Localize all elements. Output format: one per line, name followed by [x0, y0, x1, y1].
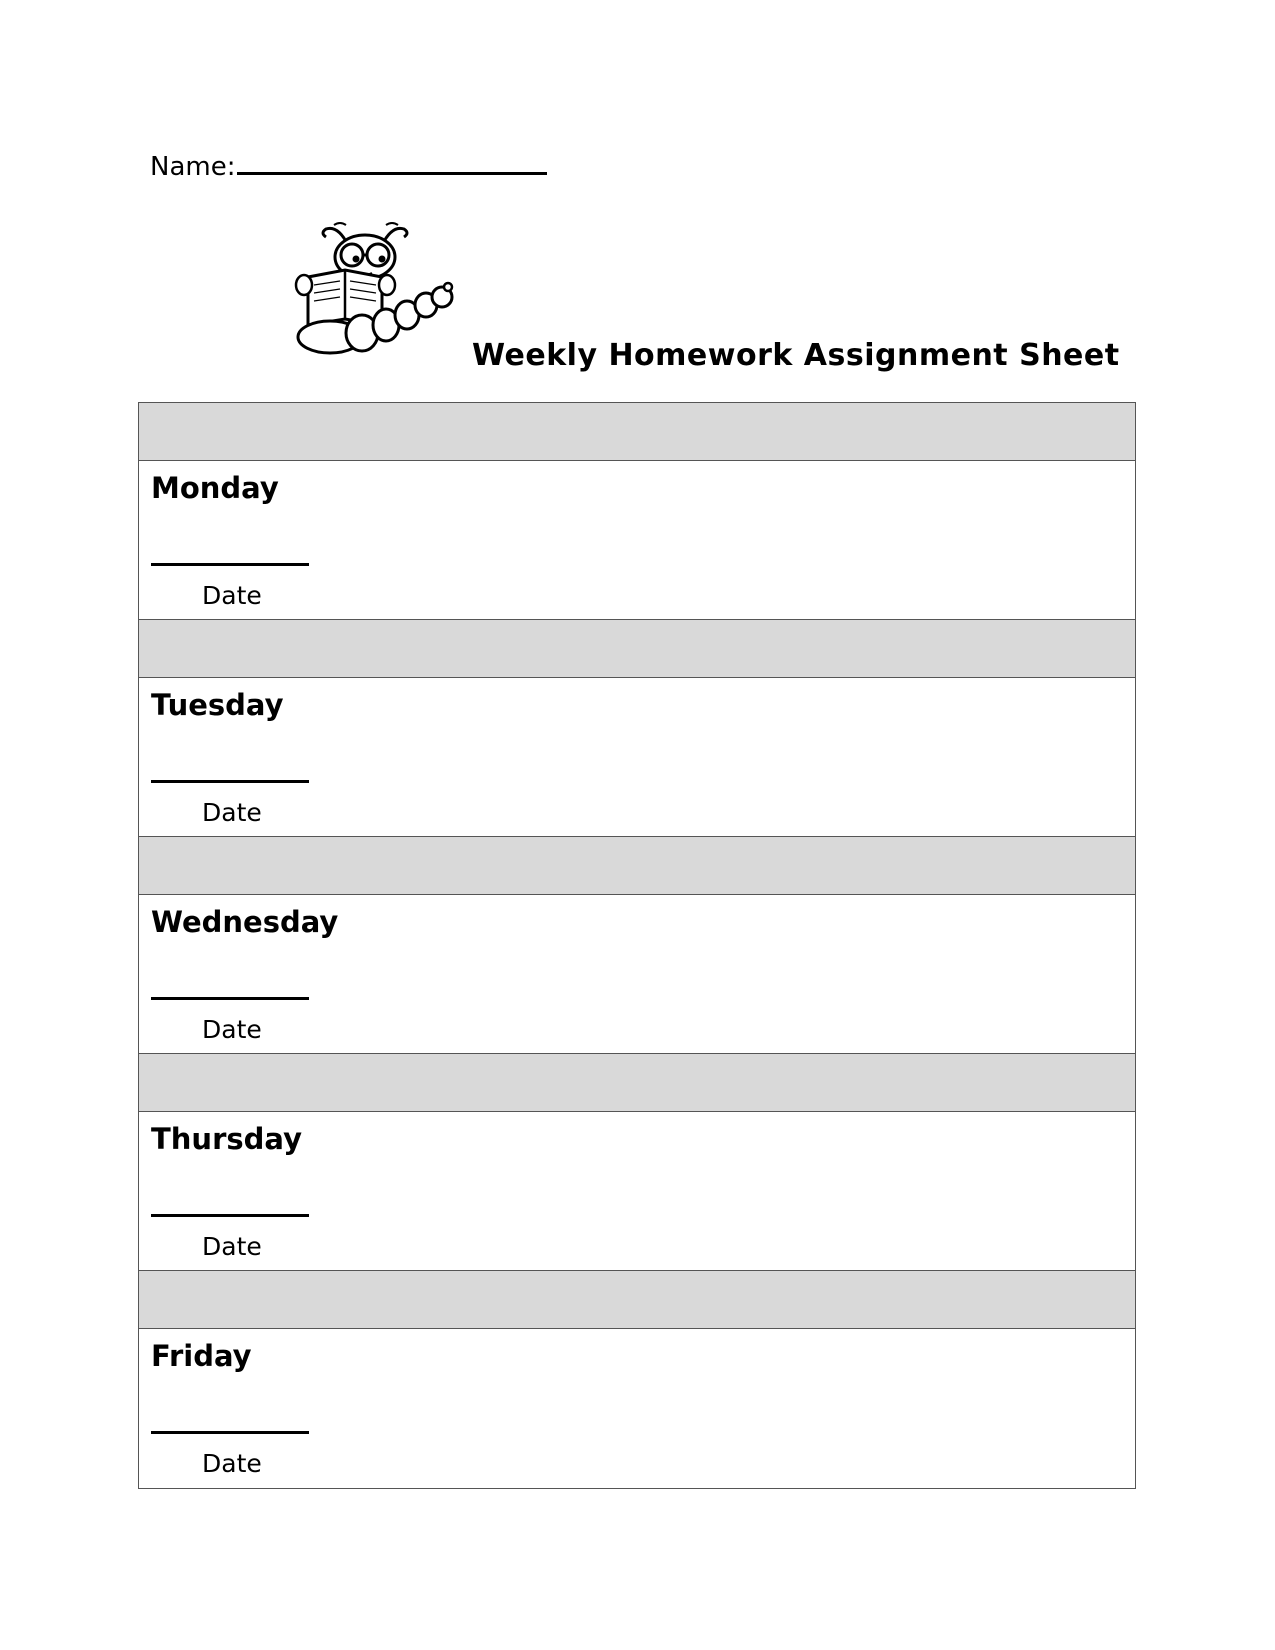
- day-row-monday[interactable]: [139, 461, 1135, 620]
- shaded-band: [139, 620, 1135, 678]
- day-label: Wednesday: [151, 905, 339, 939]
- date-label: Date: [202, 581, 262, 610]
- day-row-thursday[interactable]: [139, 1112, 1135, 1271]
- date-blank-line[interactable]: [151, 1214, 309, 1217]
- shaded-band: [139, 837, 1135, 895]
- date-label: Date: [202, 798, 262, 827]
- date-label: Date: [202, 1449, 262, 1478]
- date-blank-line[interactable]: [151, 780, 309, 783]
- day-row-friday[interactable]: [139, 1329, 1135, 1488]
- day-label: Thursday: [151, 1122, 302, 1156]
- day-row-wednesday[interactable]: [139, 895, 1135, 1054]
- date-label: Date: [202, 1015, 262, 1044]
- day-label: Monday: [151, 471, 279, 505]
- date-blank-line[interactable]: [151, 563, 309, 566]
- day-label: Friday: [151, 1339, 252, 1373]
- name-label: Name:: [150, 152, 236, 182]
- day-row-tuesday[interactable]: [139, 678, 1135, 837]
- assignment-table: [138, 402, 1136, 1489]
- shaded-band: [139, 403, 1135, 461]
- date-label: Date: [202, 1232, 262, 1261]
- date-blank-line[interactable]: [151, 1431, 309, 1434]
- date-blank-line[interactable]: [151, 997, 309, 1000]
- name-field[interactable]: [150, 150, 547, 182]
- page-title: Weekly Homework Assignment Sheet: [472, 338, 1120, 373]
- name-blank-line[interactable]: [237, 150, 547, 175]
- shaded-band: [139, 1054, 1135, 1112]
- shaded-band: [139, 1271, 1135, 1329]
- bookworm-reading-icon: [290, 215, 465, 365]
- day-label: Tuesday: [151, 688, 284, 722]
